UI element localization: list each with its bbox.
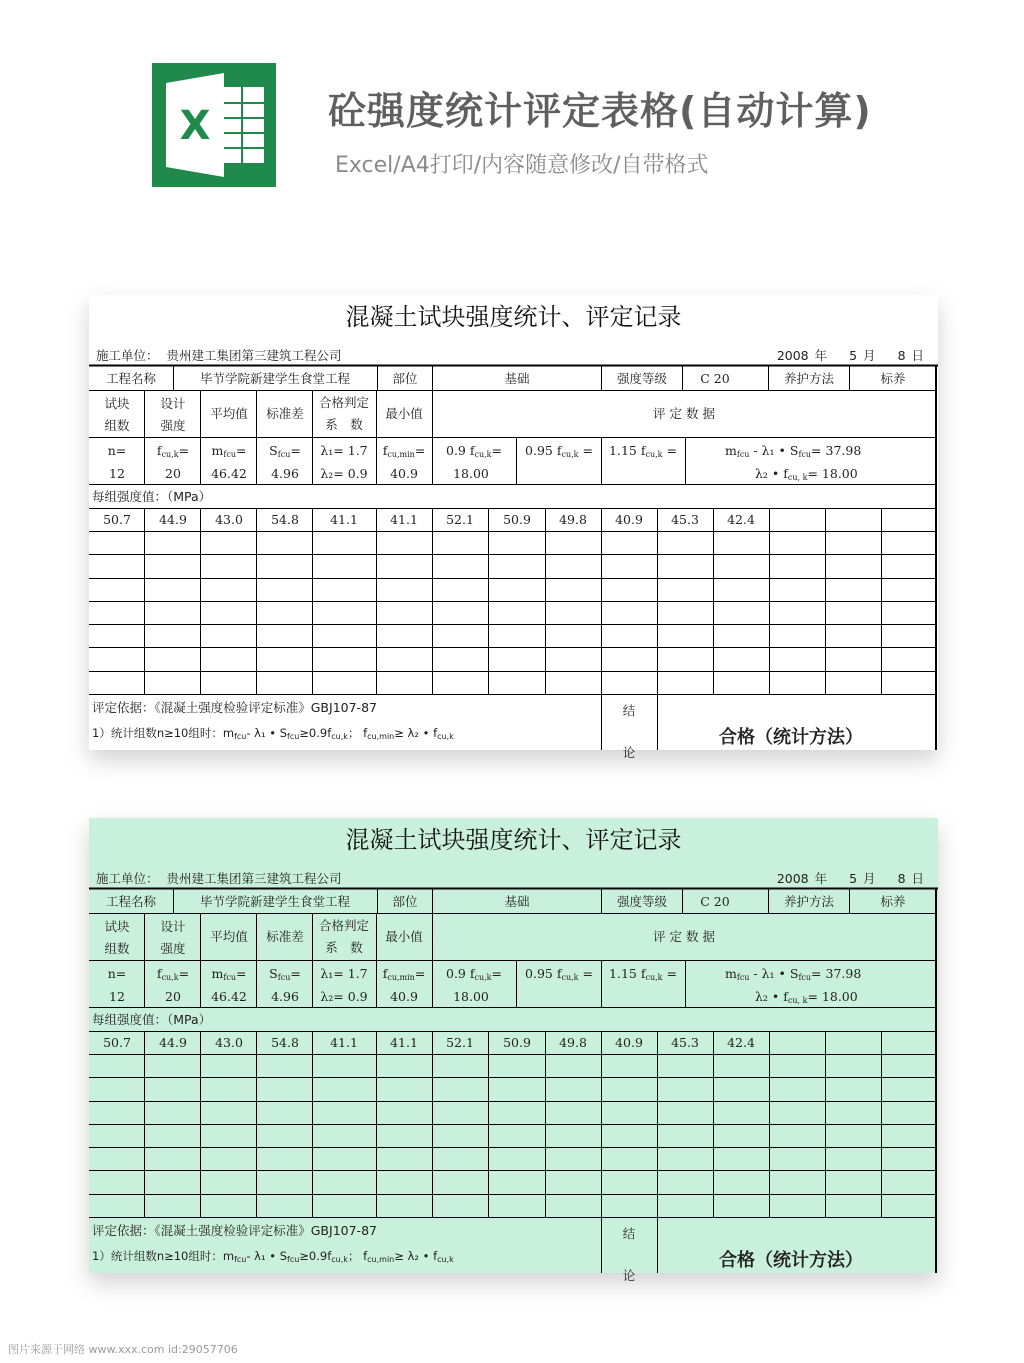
fcuk-label: $f_{cu,k}=$	[156, 966, 190, 982]
header-std: 标准差	[266, 929, 304, 944]
group-value-cell: 42.4	[727, 1035, 755, 1050]
group-value-cell: 50.7	[103, 512, 131, 527]
curing-value: 标养	[880, 894, 906, 909]
group-value-cell: 50.9	[503, 512, 531, 527]
group-value-cell: 42.4	[727, 512, 755, 527]
header-coef-1: 合格判定	[318, 918, 370, 933]
header-eval: 评 定 数 据	[653, 929, 715, 944]
mean-value: 46.42	[211, 989, 247, 1004]
header-design-2: 强度	[160, 941, 186, 956]
record-date: 2008 年 5 月 8 日	[776, 348, 924, 363]
group-value-cell: 50.9	[503, 1035, 531, 1050]
group-value-cell: 54.8	[271, 512, 299, 527]
eval-095fcuk-label: 0.95 $f_{cu,k}$ =	[525, 443, 593, 459]
mean-label: $m_{fcu}=$	[211, 966, 247, 982]
curing-label: 养护方法	[783, 371, 835, 386]
group-value-cell: 49.8	[559, 1035, 587, 1050]
eval-09fcuk-value: 18.00	[453, 989, 489, 1004]
conclusion-label-1: 结	[622, 1226, 636, 1241]
header-eval: 评 定 数 据	[653, 406, 715, 421]
logo-letter: X	[179, 103, 211, 149]
group-value-cell: 40.9	[615, 512, 643, 527]
curing-value: 标养	[880, 371, 906, 386]
group-value-cell: 52.1	[446, 512, 474, 527]
group-value-cell: 41.1	[390, 512, 418, 527]
grade-value: C 20	[700, 894, 730, 909]
n-value: 12	[109, 989, 125, 1004]
header-coef-1: 合格判定	[318, 395, 370, 410]
fcuk-value: 20	[165, 466, 181, 481]
group-value-cell: 40.9	[615, 1035, 643, 1050]
header-coef-2: 系 数	[325, 417, 363, 432]
mean-label: $m_{fcu}=$	[211, 443, 247, 459]
sheet-preview-white	[89, 295, 938, 760]
eval-115fcuk-label: 1.15 $f_{cu,k}$ =	[609, 966, 677, 982]
header-groups-2: 组数	[104, 941, 130, 956]
conclusion-label-2: 论	[622, 745, 636, 760]
evaluation-rule: 1）统计组数n≥10组时：$m_{fcu}-$ λ₁ • $S_{fcu}\ge 0.9f_{cu,k}$； $f_{cu,min}\ge \lambda_2$ • $f_{cu,k}$	[92, 1249, 454, 1264]
header-min: 最小值	[385, 929, 423, 944]
group-value-cell: 43.0	[215, 512, 243, 527]
n-label: n=	[107, 443, 127, 458]
eval-09fcuk-label: 0.9 $f_{cu,k}=$	[446, 443, 502, 459]
conclusion-label-1: 结	[622, 703, 636, 718]
group-value-cell: 52.1	[446, 1035, 474, 1050]
group-value-cell: 54.8	[271, 1035, 299, 1050]
min-value: 40.9	[390, 989, 418, 1004]
min-label: $f_{cu,min}=$	[382, 443, 426, 459]
eval-115fcuk-label: 1.15 $f_{cu,k}$ =	[609, 443, 677, 459]
project-name-value: 毕节学院新建学生食堂工程	[199, 894, 351, 909]
header-design-1: 设计	[160, 919, 186, 934]
min-value: 40.9	[390, 466, 418, 481]
construction-unit: 施工单位： 贵州建工集团第三建筑工程公司	[96, 348, 342, 363]
conclusion-result: 合格（统计方法）	[719, 727, 863, 748]
header-min: 最小值	[385, 406, 423, 421]
group-value-cell: 50.7	[103, 1035, 131, 1050]
n-value: 12	[109, 466, 125, 481]
header-design-2: 强度	[160, 418, 186, 433]
group-value-cell: 45.3	[671, 1035, 699, 1050]
grade-value: C 20	[700, 371, 730, 386]
part-value: 基础	[504, 894, 530, 909]
part-label: 部位	[392, 894, 418, 909]
group-values-label: 每组强度值：（MPa）	[92, 1012, 212, 1027]
excel-logo-icon	[152, 63, 276, 187]
std-value: 4.96	[271, 466, 299, 481]
group-value-cell: 49.8	[559, 512, 587, 527]
part-label: 部位	[392, 371, 418, 386]
group-value-cell: 41.1	[330, 512, 358, 527]
group-values-label: 每组强度值：（MPa）	[92, 489, 212, 504]
group-value-cell: 44.9	[159, 512, 187, 527]
grade-label: 强度等级	[616, 371, 668, 386]
conclusion-label-2: 论	[622, 1268, 636, 1283]
eval-mfcu-formula: $m_{fcu} - \lambda_1$ • $S_{fcu}= 37.98$	[725, 966, 862, 982]
project-name-label: 工程名称	[105, 894, 157, 909]
header-groups-1: 试块	[104, 396, 130, 411]
header-mean: 平均值	[210, 929, 248, 944]
header-groups-1: 试块	[104, 919, 130, 934]
curing-label: 养护方法	[783, 894, 835, 909]
construction-unit: 施工单位： 贵州建工集团第三建筑工程公司	[96, 871, 342, 886]
eval-mfcu-formula: $m_{fcu} - \lambda_1$ • $S_{fcu}= 37.98$	[725, 443, 862, 459]
part-value: 基础	[504, 371, 530, 386]
eval-09fcuk-label: 0.9 $f_{cu,k}=$	[446, 966, 502, 982]
std-value: 4.96	[271, 989, 299, 1004]
std-label: $S_{fcu}=$	[269, 966, 301, 982]
lambda2: λ₂= 0.9	[320, 989, 368, 1004]
evaluation-basis: 评定依据：《混凝土强度检验评定标准》GBJ107-87	[92, 1223, 377, 1238]
watermark-footer: 图片来源于网络 www.xxx.com id:29057706	[8, 1343, 238, 1356]
header-std: 标准差	[266, 406, 304, 421]
grade-label: 强度等级	[616, 894, 668, 909]
group-value-cell: 41.1	[330, 1035, 358, 1050]
group-value-cell: 41.1	[390, 1035, 418, 1050]
eval-09fcuk-value: 18.00	[453, 466, 489, 481]
lambda2: λ₂= 0.9	[320, 466, 368, 481]
sheet-preview-green	[89, 818, 938, 1283]
fcuk-label: $f_{cu,k}=$	[156, 443, 190, 459]
header-mean: 平均值	[210, 406, 248, 421]
project-name-label: 工程名称	[105, 371, 157, 386]
conclusion-result: 合格（统计方法）	[719, 1250, 863, 1271]
eval-095fcuk-label: 0.95 $f_{cu,k}$ =	[525, 966, 593, 982]
n-label: n=	[107, 966, 127, 981]
group-value-cell: 45.3	[671, 512, 699, 527]
evaluation-basis: 评定依据：《混凝土强度检验评定标准》GBJ107-87	[92, 700, 377, 715]
page-title: 砼强度统计评定表格(自动计算)	[328, 89, 872, 133]
eval-lambda2-formula: λ₂ • $f_{cu, k}= 18.00$	[755, 466, 858, 482]
min-label: $f_{cu,min}=$	[382, 966, 426, 982]
lambda1: λ₁= 1.7	[320, 443, 368, 458]
fcuk-value: 20	[165, 989, 181, 1004]
lambda1: λ₁= 1.7	[320, 966, 368, 981]
record-date: 2008 年 5 月 8 日	[776, 871, 924, 886]
sheet-title: 混凝土试块强度统计、评定记录	[345, 303, 682, 331]
header-coef-2: 系 数	[325, 940, 363, 955]
group-value-cell: 43.0	[215, 1035, 243, 1050]
page-subtitle: Excel/A4打印/内容随意修改/自带格式	[335, 153, 709, 178]
std-label: $S_{fcu}=$	[269, 443, 301, 459]
project-name-value: 毕节学院新建学生食堂工程	[199, 371, 351, 386]
header-groups-2: 组数	[104, 418, 130, 433]
mean-value: 46.42	[211, 466, 247, 481]
group-value-cell: 44.9	[159, 1035, 187, 1050]
eval-lambda2-formula: λ₂ • $f_{cu, k}= 18.00$	[755, 989, 858, 1005]
header-design-1: 设计	[160, 396, 186, 411]
evaluation-rule: 1）统计组数n≥10组时：$m_{fcu}-$ λ₁ • $S_{fcu}\ge 0.9f_{cu,k}$； $f_{cu,min}\ge \lambda_2$ • $f_{cu,k}$	[92, 726, 454, 741]
sheet-title: 混凝土试块强度统计、评定记录	[345, 826, 682, 854]
